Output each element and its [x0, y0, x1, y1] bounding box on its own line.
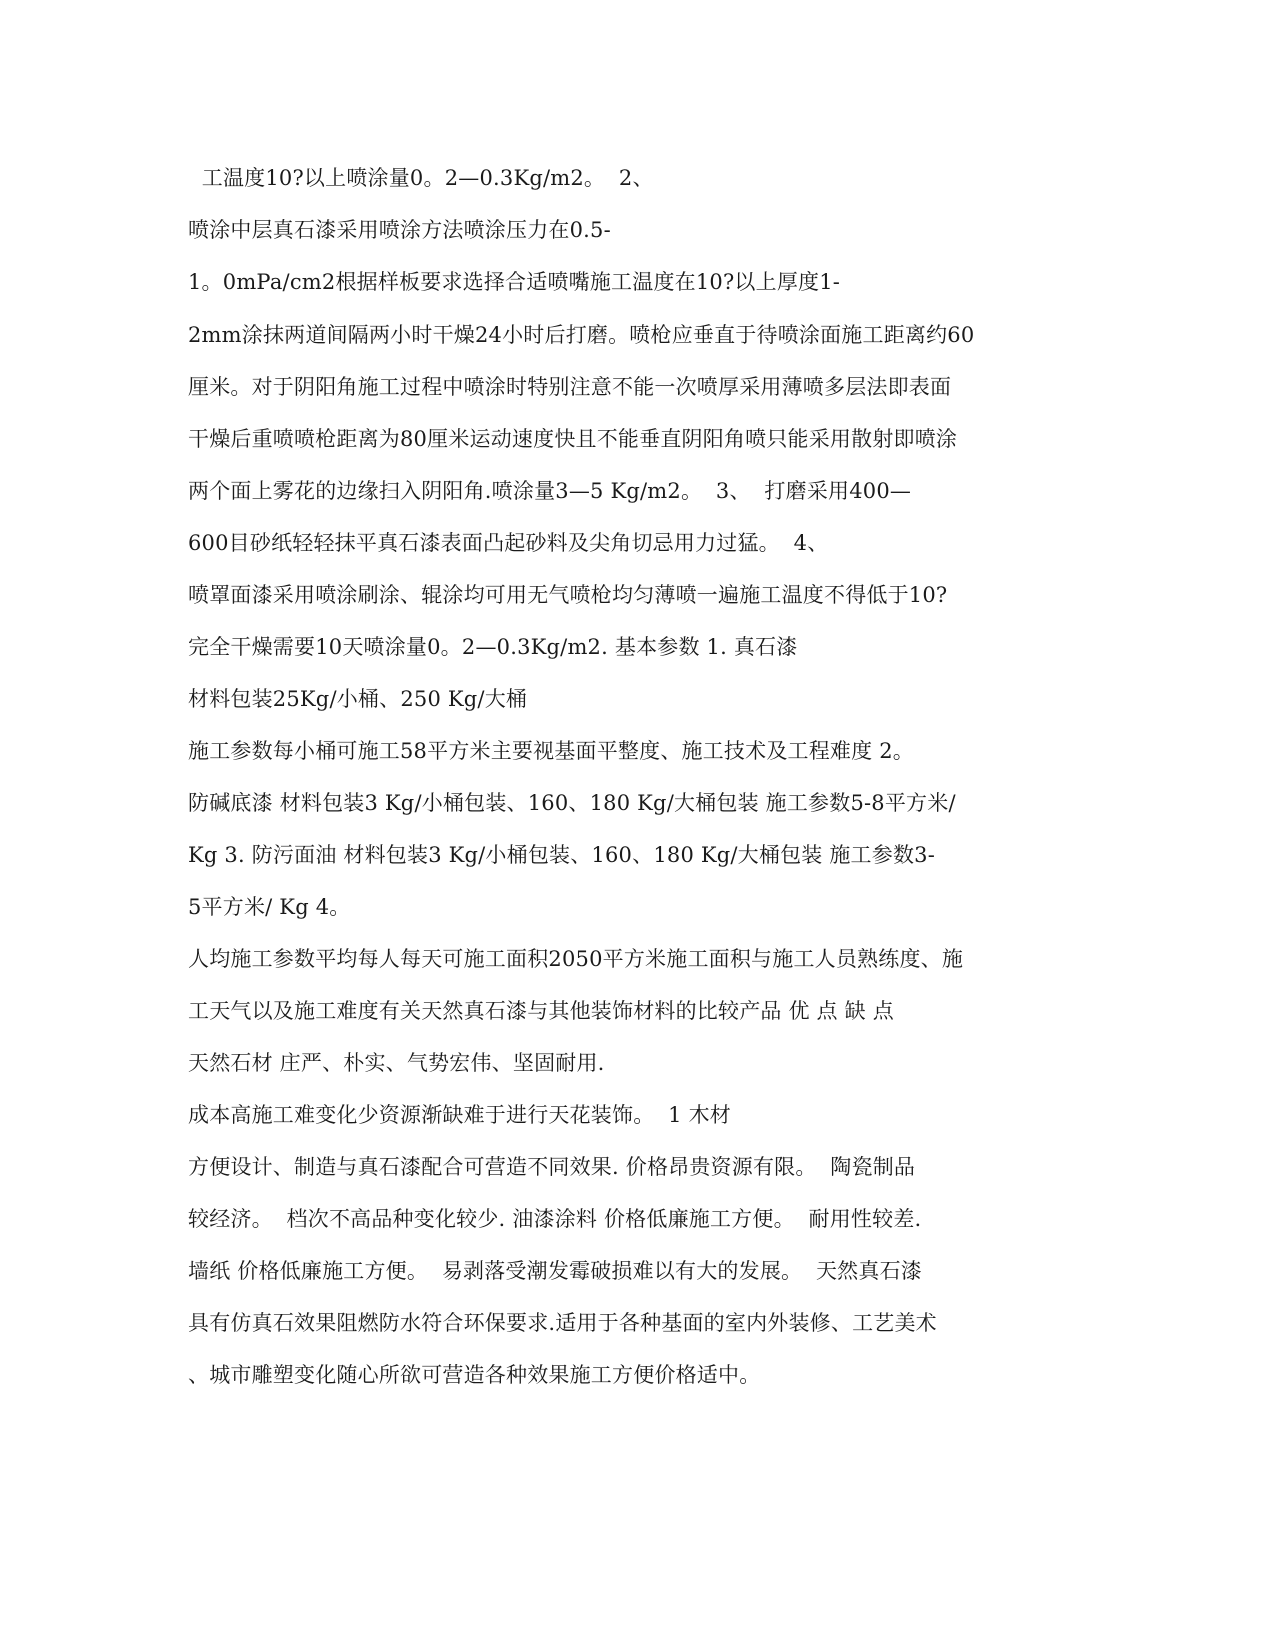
text-line: 5平方米/ Kg 4。 [188, 895, 351, 919]
text-line: 喷罩面漆采用喷涂刷涂、辊涂均可用无气喷枪均匀薄喷一遍施工温度不得低于10? [188, 583, 948, 607]
text-line: 材料包装25Kg/小桶、250 Kg/大桶 [188, 687, 528, 711]
text-line: 完全干燥需要10天喷涂量0。2—0.3Kg/m2. 基本参数 1. 真石漆 [188, 635, 798, 659]
text-line: 干燥后重喷喷枪距离为80厘米运动速度快且不能垂直阴阳角喷只能采用散射即喷涂 [188, 427, 958, 451]
text-line: 工温度10?以上喷涂量0。2—0.3Kg/m2。 2、 [188, 166, 654, 190]
text-line: 方便设计、制造与真石漆配合可营造不同效果. 价格昂贵资源有限。 陶瓷制品 [188, 1155, 916, 1179]
text-line: 较经济。 档次不高品种变化较少. 油漆涂料 价格低廉施工方便。 耐用性较差. [188, 1207, 922, 1231]
text-line: Kg 3. 防污面油 材料包装3 Kg/小桶包装、160、180 Kg/大桶包装 施工参数3- [188, 843, 936, 867]
text-line: 厘米。对于阴阳角施工过程中喷涂时特别注意不能一次喷厚采用薄喷多层法即表面 [188, 375, 952, 399]
text-line: 墙纸 价格低廉施工方便。 易剥落受潮发霉破损难以有大的发展。 天然真石漆 [188, 1259, 922, 1283]
text-line: 、城市雕塑变化随心所欲可营造各种效果施工方便价格适中。 [188, 1363, 761, 1387]
text-line: 1。0mPa/cm2根据样板要求选择合适喷嘴施工温度在10?以上厚度1- [188, 270, 841, 294]
text-line: 天然石材 庄严、朴实、气势宏伟、坚固耐用. [188, 1051, 605, 1075]
text-line: 具有仿真石效果阻燃防水符合环保要求.适用于各种基面的室内外装修、工艺美术 [188, 1311, 937, 1335]
text-line: 喷涂中层真石漆采用喷涂方法喷涂压力在0.5- [188, 218, 611, 242]
text-line: 工天气以及施工难度有关天然真石漆与其他装饰材料的比较产品 优 点 缺 点 [188, 999, 894, 1023]
text-line: 施工参数每小桶可施工58平方米主要视基面平整度、施工技术及工程难度 2。 [188, 739, 914, 763]
text-line: 600目砂纸轻轻抹平真石漆表面凸起砂料及尖角切忌用力过猛。 4、 [188, 531, 829, 555]
text-line: 两个面上雾花的边缘扫入阴阳角.喷涂量3—5 Kg/m2。 3、 打磨采用400— [188, 479, 912, 503]
text-line: 防碱底漆 材料包装3 Kg/小桶包装、160、180 Kg/大桶包装 施工参数5-8平方米/ [188, 791, 956, 815]
text-line: 成本高施工难变化少资源渐缺难于进行天花装饰。 1 木材 [188, 1103, 731, 1127]
text-line: 人均施工参数平均每人每天可施工面积2050平方米施工面积与施工人员熟练度、施 [188, 947, 964, 971]
text-line: 2mm涂抹两道间隔两小时干燥24小时后打磨。喷枪应垂直于待喷涂面施工距离约60 [188, 323, 975, 347]
